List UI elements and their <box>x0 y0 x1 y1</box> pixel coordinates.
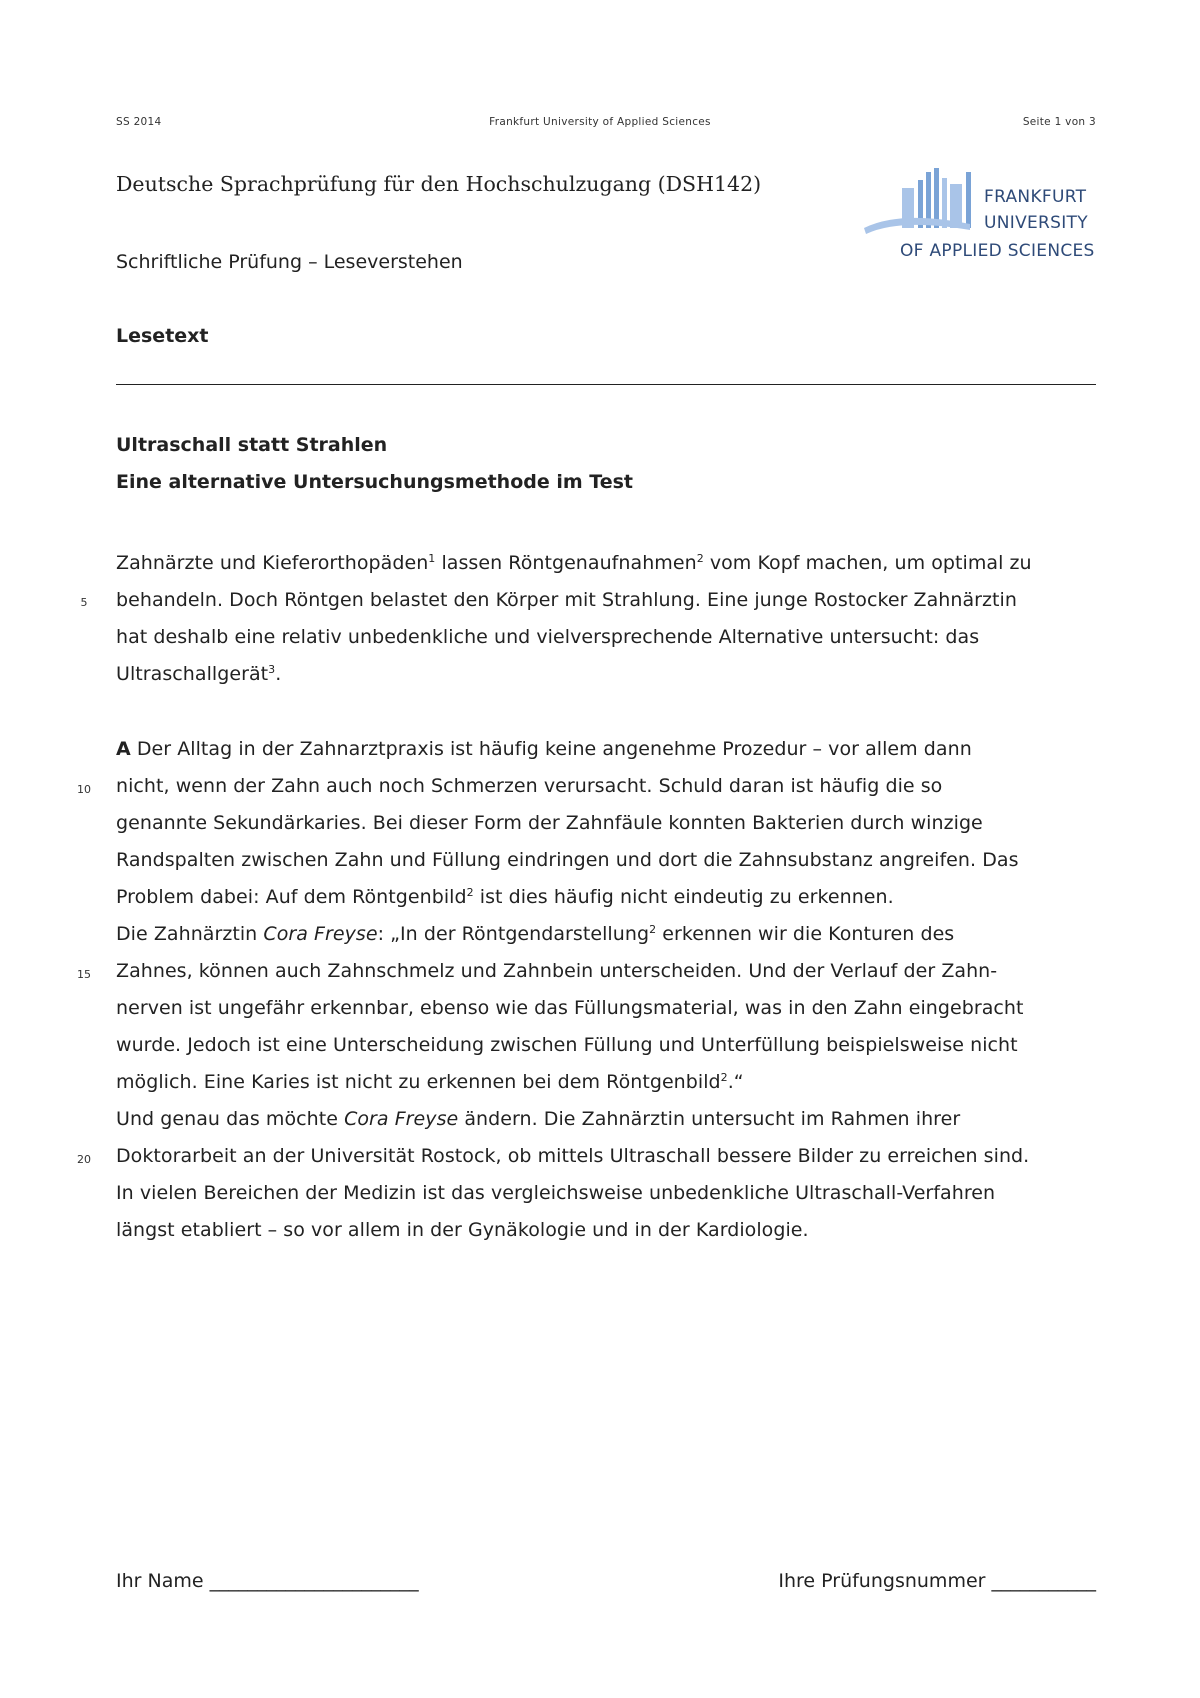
body-line-11: Und genau das möchte Cora Freyse ändern. Die Zahnärztin untersucht im Rahmen ihrer <box>116 1108 961 1130</box>
body-line-5: Problem dabei: Auf dem Röntgenbild$^2$ ist dies häufig nicht eindeutig zu erkennen. <box>116 886 894 908</box>
section-label: Lesetext <box>116 325 209 347</box>
logo-text-line2: UNIVERSITY <box>984 213 1088 233</box>
name-field-label: Ihr Name ______________________ <box>116 1570 419 1592</box>
line-number: 5 <box>80 596 88 609</box>
body-line-13: In vielen Bereichen der Medizin ist das vergleichsweise unbedenkliche Ultraschall-Verfahren <box>116 1182 996 1204</box>
body-line-6: Die Zahnärztin Cora Freyse: „In der Röntgendarstellung$^2$ erkennen wir die Konturen des <box>116 923 955 945</box>
logo-text-line1: FRANKFURT <box>984 187 1087 207</box>
intro-line-3: hat deshalb eine relativ unbedenkliche und vielversprechende Alternative untersucht: das <box>116 626 980 648</box>
line-number: 10 <box>77 783 91 796</box>
header-page-number: Seite 1 von 3 <box>1022 116 1096 128</box>
body-line-12: Doktorarbeit an der Universität Rostock, ob mittels Ultraschall bessere Bilder zu erreichen sind. <box>116 1145 1030 1167</box>
body-line-8: nerven ist ungefähr erkennbar, ebenso wie das Füllungsmaterial, was in den Zahn eingebracht <box>116 997 1024 1019</box>
body-line-4: Randspalten zwischen Zahn und Füllung eindringen und dort die Zahnsubstanz angreifen. Das <box>116 849 1019 871</box>
university-logo <box>860 168 1100 278</box>
header-university: Frankfurt University of Applied Sciences <box>489 116 711 128</box>
intro-line-4: Ultraschallgerät$^3$. <box>116 663 282 685</box>
body-line-1: A Der Alltag in der Zahnarztpraxis ist häufig keine angenehme Prozedur – vor allem dann <box>116 738 972 760</box>
body-line-9: wurde. Jedoch ist eine Unterscheidung zwischen Füllung und Unterfüllung beispielsweise nicht <box>116 1034 1018 1056</box>
exam-number-field-label: Ihre Prüfungsnummer ___________ <box>778 1570 1096 1592</box>
logo-text-line3: OF APPLIED SCIENCES <box>900 241 1095 261</box>
body-line-7: Zahnes, können auch Zahnschmelz und Zahnbein unterscheiden. Und der Verlauf der Zahn- <box>116 960 998 982</box>
line-number: 20 <box>77 1153 91 1166</box>
article-headline: Ultraschall statt Strahlen <box>116 434 388 456</box>
body-line-14: längst etabliert – so vor allem in der Gynäkologie und in der Kardiologie. <box>116 1219 809 1241</box>
exam-title: Deutsche Sprachprüfung für den Hochschulzugang (DSH142) <box>116 172 762 196</box>
line-number: 15 <box>77 968 91 981</box>
intro-line-2: behandeln. Doch Röntgen belastet den Körper mit Strahlung. Eine junge Rostocker Zahnärztin <box>116 589 1017 611</box>
body-line-10: möglich. Eine Karies ist nicht zu erkennen bei dem Röntgenbild$^2$.“ <box>116 1071 744 1093</box>
body-line-2: nicht, wenn der Zahn auch noch Schmerzen verursacht. Schuld daran ist häufig die so <box>116 775 943 797</box>
divider-rule <box>116 384 1096 385</box>
logo-bars <box>864 168 971 234</box>
article-subheadline: Eine alternative Untersuchungsmethode im Test <box>116 471 633 493</box>
paragraph-marker: A <box>116 738 131 760</box>
header-semester: SS 2014 <box>116 116 162 128</box>
exam-subtitle: Schriftliche Prüfung – Leseverstehen <box>116 251 463 273</box>
intro-line-1: Zahnärzte und Kieferorthopäden$^1$ lassen Röntgenaufnahmen$^2$ vom Kopf machen, um optimal zu <box>116 552 1032 574</box>
body-line-3: genannte Sekundärkaries. Bei dieser Form der Zahnfäule konnten Bakterien durch winzige <box>116 812 983 834</box>
